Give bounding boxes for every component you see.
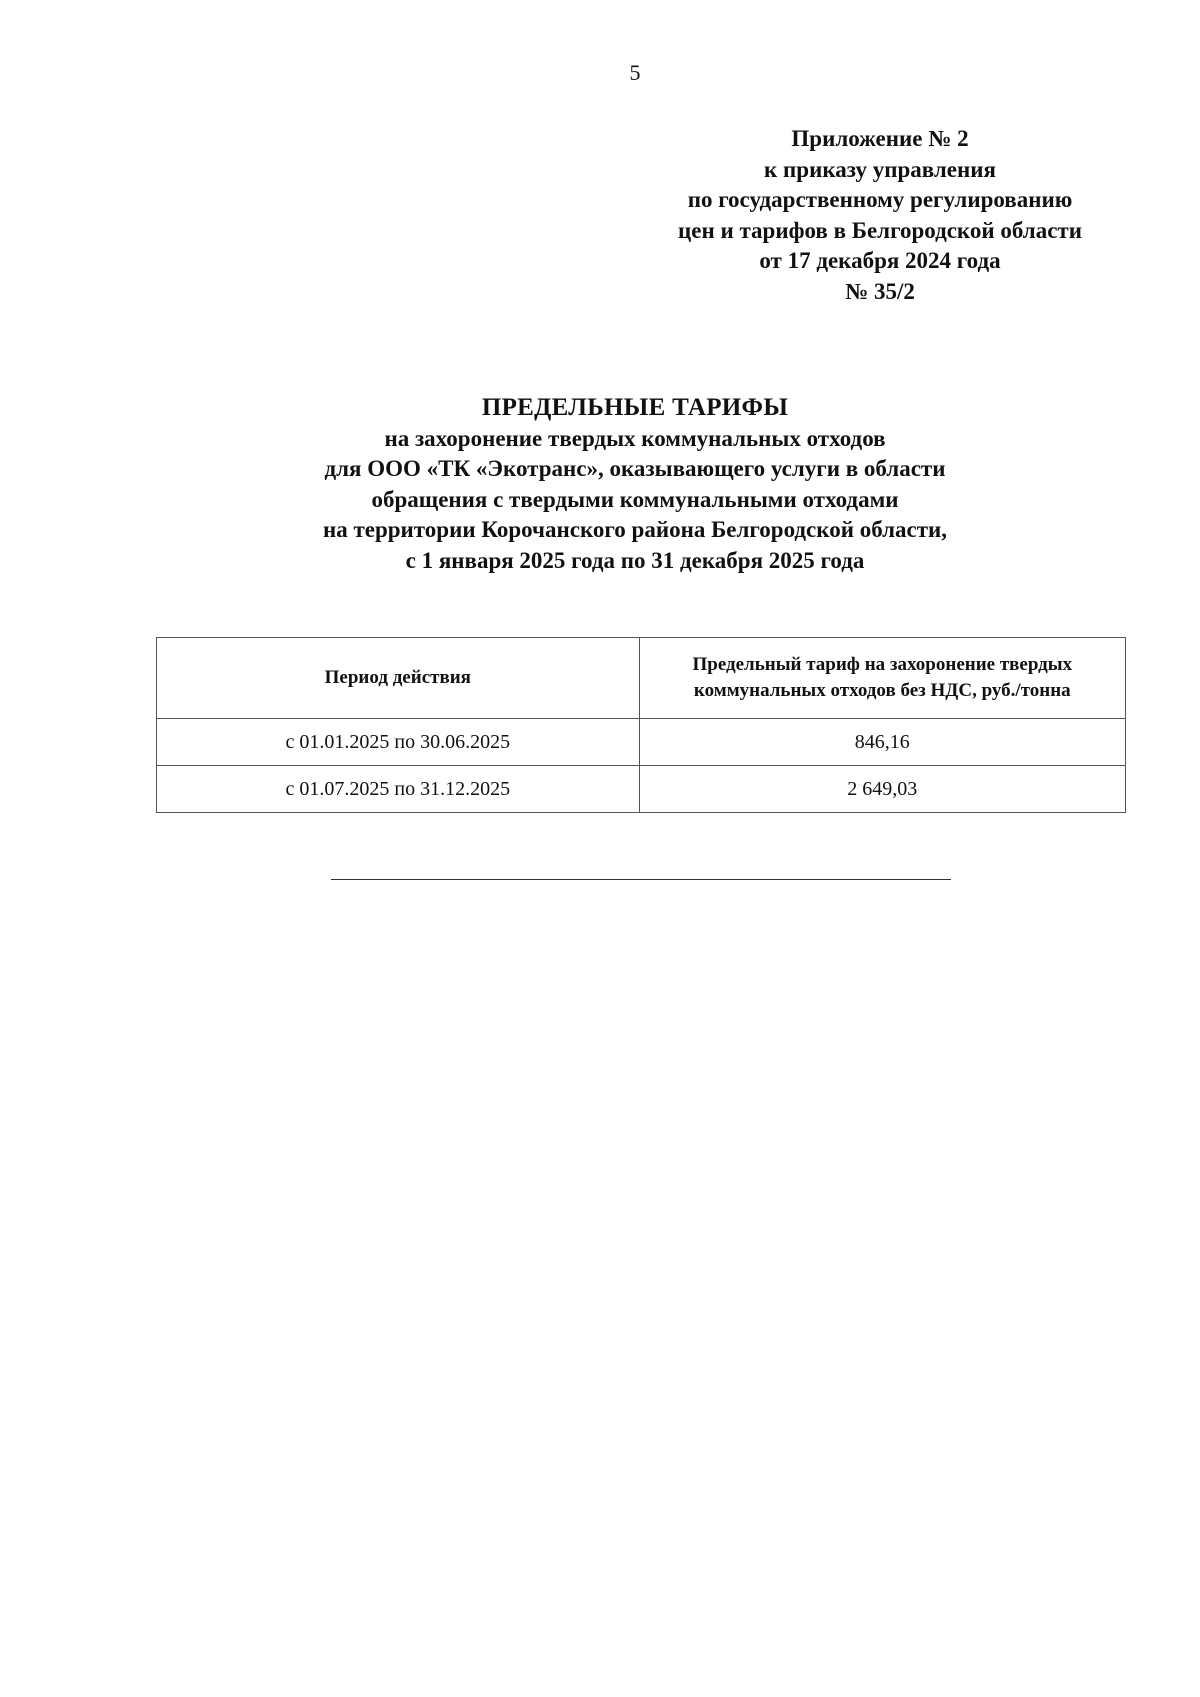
appendix-line: цен и тарифов в Белгородской области [678,217,1082,243]
cell-period: с 01.07.2025 по 31.12.2025 [157,766,640,813]
appendix-line: от 17 декабря 2024 года [759,248,1001,273]
header-tariff [639,638,1125,719]
appendix-line: по государственному регулированию [687,187,1073,212]
title-line: для ООО «ТК «Экотранс», оказывающего услуги в области [324,456,946,481]
appendix-header [600,124,1160,307]
cell-tariff: 2 649,03 [639,766,1125,813]
end-divider [331,879,951,880]
title-line: на территории Корочанского района Белгородской области, [322,517,948,542]
cell-period: с 01.01.2025 по 30.06.2025 [157,719,640,766]
page-number: 5 [629,60,641,85]
tariff-table [156,637,1126,813]
title-line: с 1 января 2025 года по 31 декабря 2025 года [405,547,865,573]
title-heading: ПРЕДЕЛЬНЫЕ ТАРИФЫ [481,394,789,421]
table-row [157,766,1126,813]
header-tariff-line: коммунальных отходов без НДС, руб./тонна [693,680,1071,701]
table-header-row [157,638,1126,719]
table-row [157,719,1126,766]
header-period: Период действия [157,638,640,719]
appendix-line: № 35/2 [845,278,915,304]
cell-tariff: 846,16 [639,719,1125,766]
appendix-line: Приложение № 2 [791,126,969,151]
document-title [0,393,1200,576]
title-line: на захоронение твердых коммунальных отходов [384,425,886,451]
header-tariff-line: Предельный тариф на захоронение твердых [692,654,1073,675]
title-line: обращения с твердыми коммунальными отходами [371,486,899,512]
appendix-line: к приказу управления [764,156,996,182]
